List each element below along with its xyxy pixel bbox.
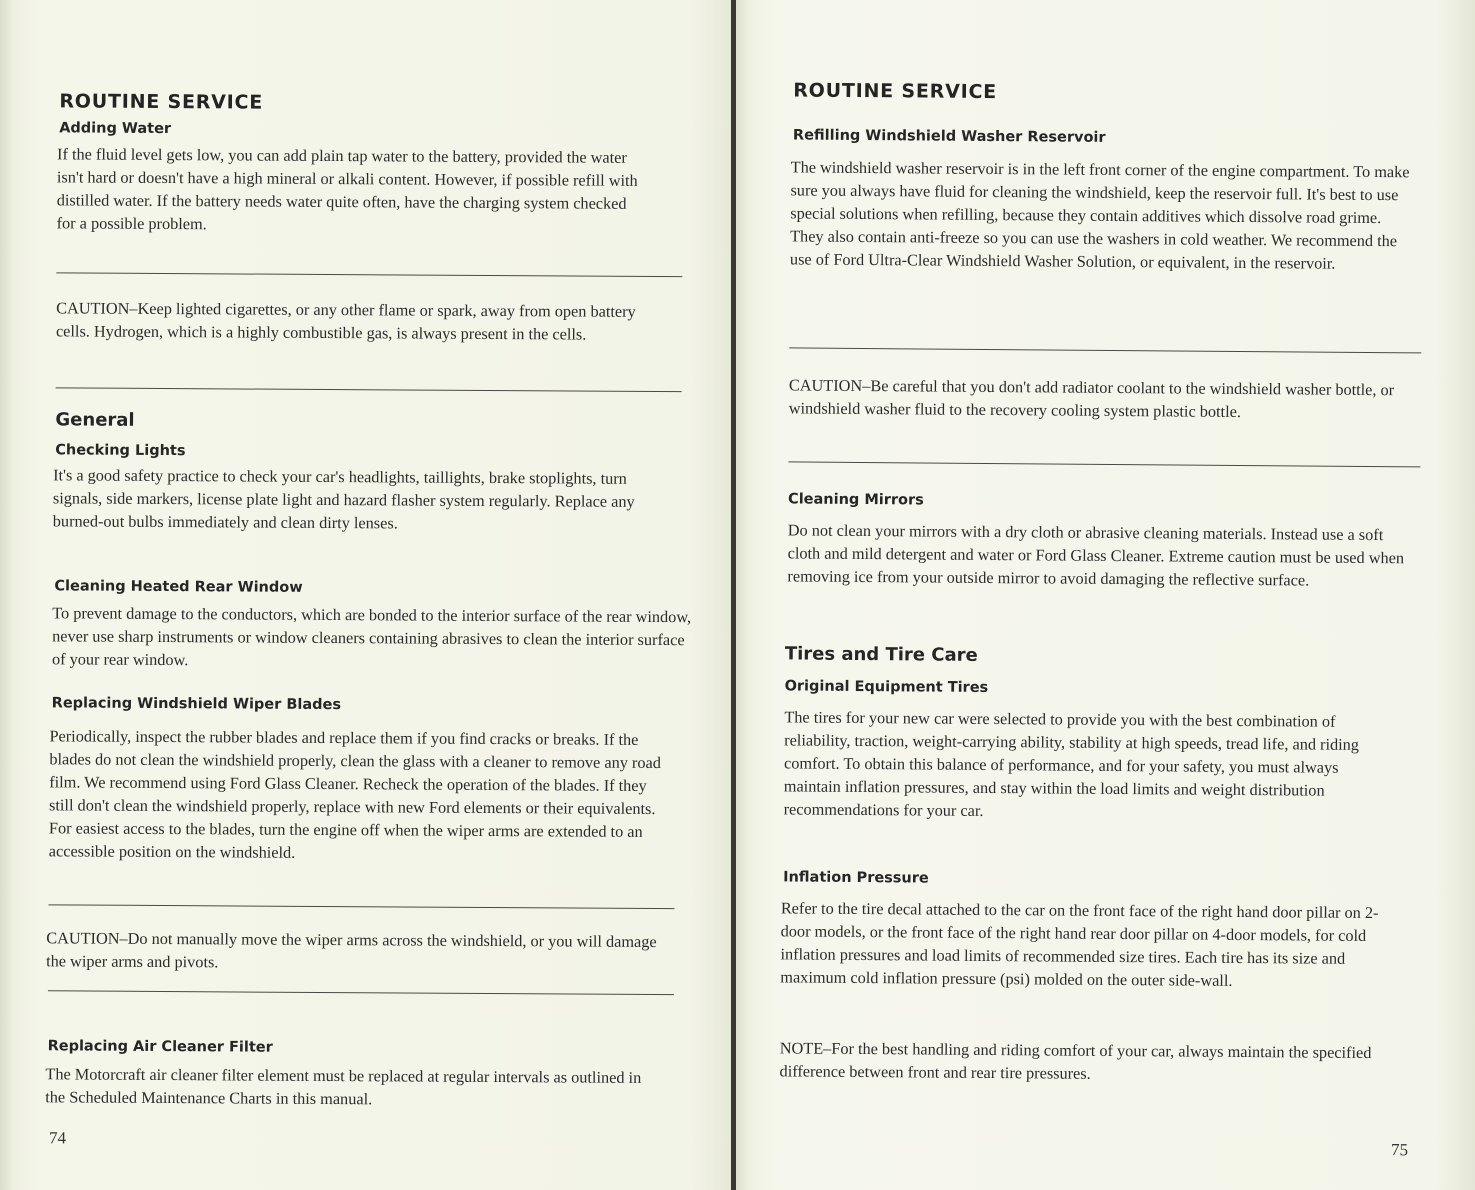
washer-reservoir-body: The windshield washer reservoir is in the left front corner of the engine compartment. To make sure you always have fluid for cleaning the windshield, keep the reservoir full. It's best to use special solutions when refilling, because they contain additives which dissolve road grime. They also contain anti-freeze so you can use the washers in cold weather. We recommend the use of Ford Ultra-Clear Windshield Washer Solution, or equivalent, in the reservoir. xyxy=(789,157,1410,273)
wiper-blades-title: Replacing Windshield Wiper Blades xyxy=(51,695,342,714)
divider xyxy=(788,461,1420,467)
inflation-pressure-body: Refer to the tire decal attached to the car on the front face of the right hand door pillar on 2-door models, or the front face of the right hand rear door pillar on 4-door models, for cold inflation pressures and load limits of recommended size tires. Each tire has its size and maximum cold inflation pressure (psi) molded on the outer side-wall. xyxy=(780,898,1379,990)
right-page xyxy=(736,0,1475,1190)
divider xyxy=(48,990,674,995)
heated-rear-window-title: Cleaning Heated Rear Window xyxy=(54,578,303,596)
divider xyxy=(48,904,674,909)
cleaning-mirrors-title: Cleaning Mirrors xyxy=(788,491,924,509)
left-page-heading: ROUTINE SERVICE xyxy=(59,90,264,114)
washer-reservoir-title: Refilling Windshield Washer Reservoir xyxy=(792,127,1106,146)
divider xyxy=(56,387,682,392)
heated-rear-window-body: To prevent damage to the conductors, which are bonded to the interior surface of the rear window, never use sharp instruments or window cleaners containing abrasives to clean the interior surface of your rear window. xyxy=(51,603,692,670)
caution-wiper: CAUTION–Do not manually move the wiper arms across the windshield, or you will damage the wiper arms and pivots. xyxy=(46,928,657,972)
wiper-blades-body: Periodically, inspect the rubber blades and replace them if you find cracks or breaks. If the blades do not clean the windshield properly, clean the glass with a cleaner to remove any road film. We recommend using Ford Glass Cleaner. Recheck the operation of the blades. If they still don't clean the windshield properly, replace with new Ford elements or their equivalents. For easiest access to the blades, turn the engine off when the wiper arms are extended to an accessible position on the windshield. xyxy=(48,726,661,862)
tires-heading: Tires and Tire Care xyxy=(784,643,978,666)
original-tires-body: The tires for your new car were selected to provide you with the best combination of reliability, traction, weight-carrying ability, stability at high speeds, tread life, and riding comfort. To obtain this balance of performance, and for your safety, you must always maintain inflation pressures, and stay within the load limits and weight distribution recommendations for your car. xyxy=(783,707,1360,820)
page-number-left: 74 xyxy=(48,1128,67,1148)
page-number-right: 75 xyxy=(1390,1140,1409,1160)
adding-water-title: Adding Water xyxy=(59,120,172,138)
checking-lights-title: Checking Lights xyxy=(55,442,186,460)
caution-coolant: CAUTION–Be careful that you don't add radiator coolant to the windshield washer bottle, or windshield washer fluid to the recovery cooling system plastic bottle. xyxy=(788,375,1395,421)
air-filter-body: The Motorcraft air cleaner filter element must be replaced at regular intervals as outlined in the Scheduled Maintenance Charts in this manual. xyxy=(45,1064,642,1109)
checking-lights-body: It's a good safety practice to check your car's headlights, taillights, brake stoplights, turn signals, side markers, license plate light and hazard flasher system regularly. Replace any burned-out bulbs immediately and clean dirty lenses. xyxy=(52,465,635,533)
cleaning-mirrors-body: Do not clean your mirrors with a dry cloth or abrasive cleaning materials. Instead use a soft cloth and mild detergent and water or Ford Glass Cleaner. Extreme caution must be used when removing ice from your outside mirror to avoid damaging the reflective surface. xyxy=(787,520,1405,590)
inflation-pressure-title: Inflation Pressure xyxy=(783,869,929,887)
adding-water-body: If the fluid level gets low, you can add plain tap water to the battery, provided the water isn't hard or doesn't have a high mineral or alkali content. However, if possible refill with distilled water. If the battery needs water quite often, have the charging system checked for a possible problem. xyxy=(56,144,638,234)
divider xyxy=(56,272,682,277)
general-heading: General xyxy=(55,409,135,431)
left-page xyxy=(0,0,731,1190)
caution-battery: CAUTION–Keep lighted cigarettes, or any other flame or spark, away from open battery cells. Hydrogen, which is a highly combustible gas, is always present in the cells. xyxy=(55,298,636,344)
note-tire-pressures: NOTE–For the best handling and riding comfort of your car, always maintain the specified difference between front and rear tire pressures. xyxy=(779,1038,1372,1083)
right-page-heading: ROUTINE SERVICE xyxy=(793,79,998,104)
original-tires-title: Original Equipment Tires xyxy=(784,678,989,697)
divider xyxy=(789,347,1421,353)
air-filter-title: Replacing Air Cleaner Filter xyxy=(47,1038,273,1056)
